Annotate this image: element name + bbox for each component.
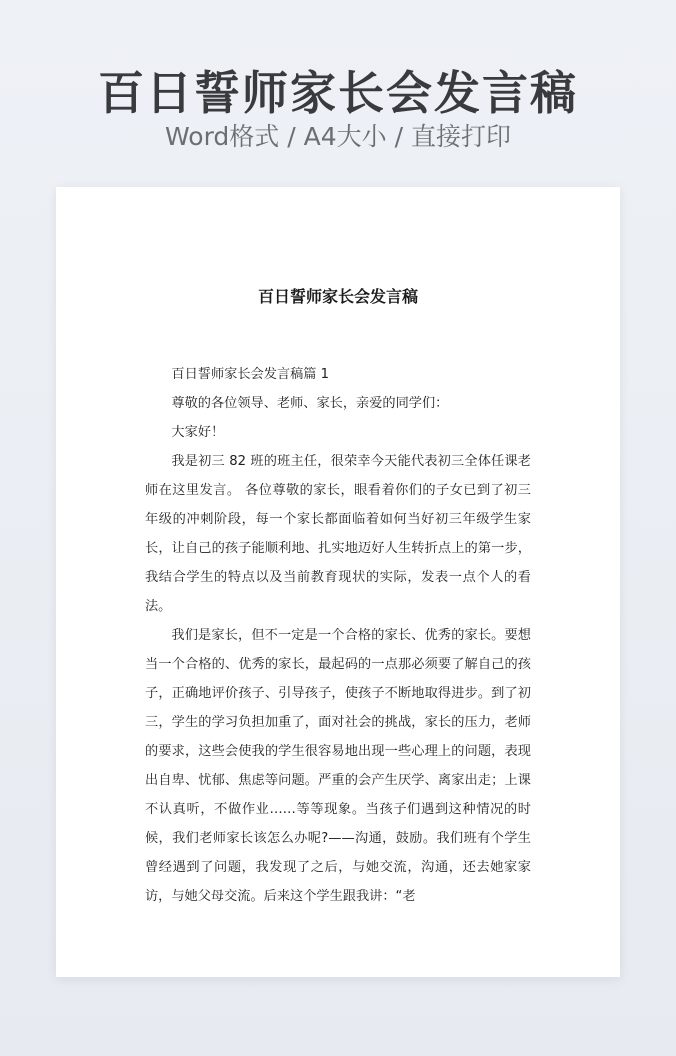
paragraph-salutation: 尊敬的各位领导、老师、家长，亲爱的同学们：	[171, 396, 449, 411]
paragraph-greeting: 大家好！	[171, 425, 225, 440]
paragraph-heading: 百日誓师家长会发言稿篇 1	[171, 367, 330, 382]
document-page	[56, 187, 620, 977]
paragraph-body: 我们是家长，但不一定是一个合格的家长、优秀的家长。要想当一个合格的、优秀的家长，最起码的一点那必须要了解自己的孩子，正确地评价孩子、引导孩子，使孩子不断地取得进步。到了初三，学生的学习负担加重了，面对社会的挑战，家长的压力，老师的要求，这些会使我的学生很容易地出现一些心理上的问题，表现出自卑、忧郁、焦虑等问题。严重的会产生厌学、离家出走；上课不认真听，不做作业……等等现象。当孩子们遇到这种情况的时候，我们老师家长该怎么办呢?——沟通，鼓励。我们班有个学生曾经遇到了问题，我发现了之后，与她交流，沟通，还去她家家访，与她父母交流。后来这个学生跟我讲：“老	[145, 628, 531, 904]
paragraph-body: 我是初三 82 班的班主任，很荣幸今天能代表初三全体任课老师在这里发言。 各位尊敬的家长，眼看着你们的子女已到了初三年级的冲刺阶段，每一个家长都面临着如何当好初三年级学生家长，让自己的孩子能顺利地、扎实地迈好人生转折点上的第一步，我结合学生的特点以及当前教育现状的实际，发表一点个人的看法。	[145, 454, 531, 614]
banner-subtitle: Word格式 / A4大小 / 直接打印	[165, 122, 511, 151]
document-title: 百日誓师家长会发言稿	[257, 287, 418, 306]
document-body	[145, 360, 531, 911]
banner-title: 百日誓师家长会发言稿	[98, 66, 578, 120]
